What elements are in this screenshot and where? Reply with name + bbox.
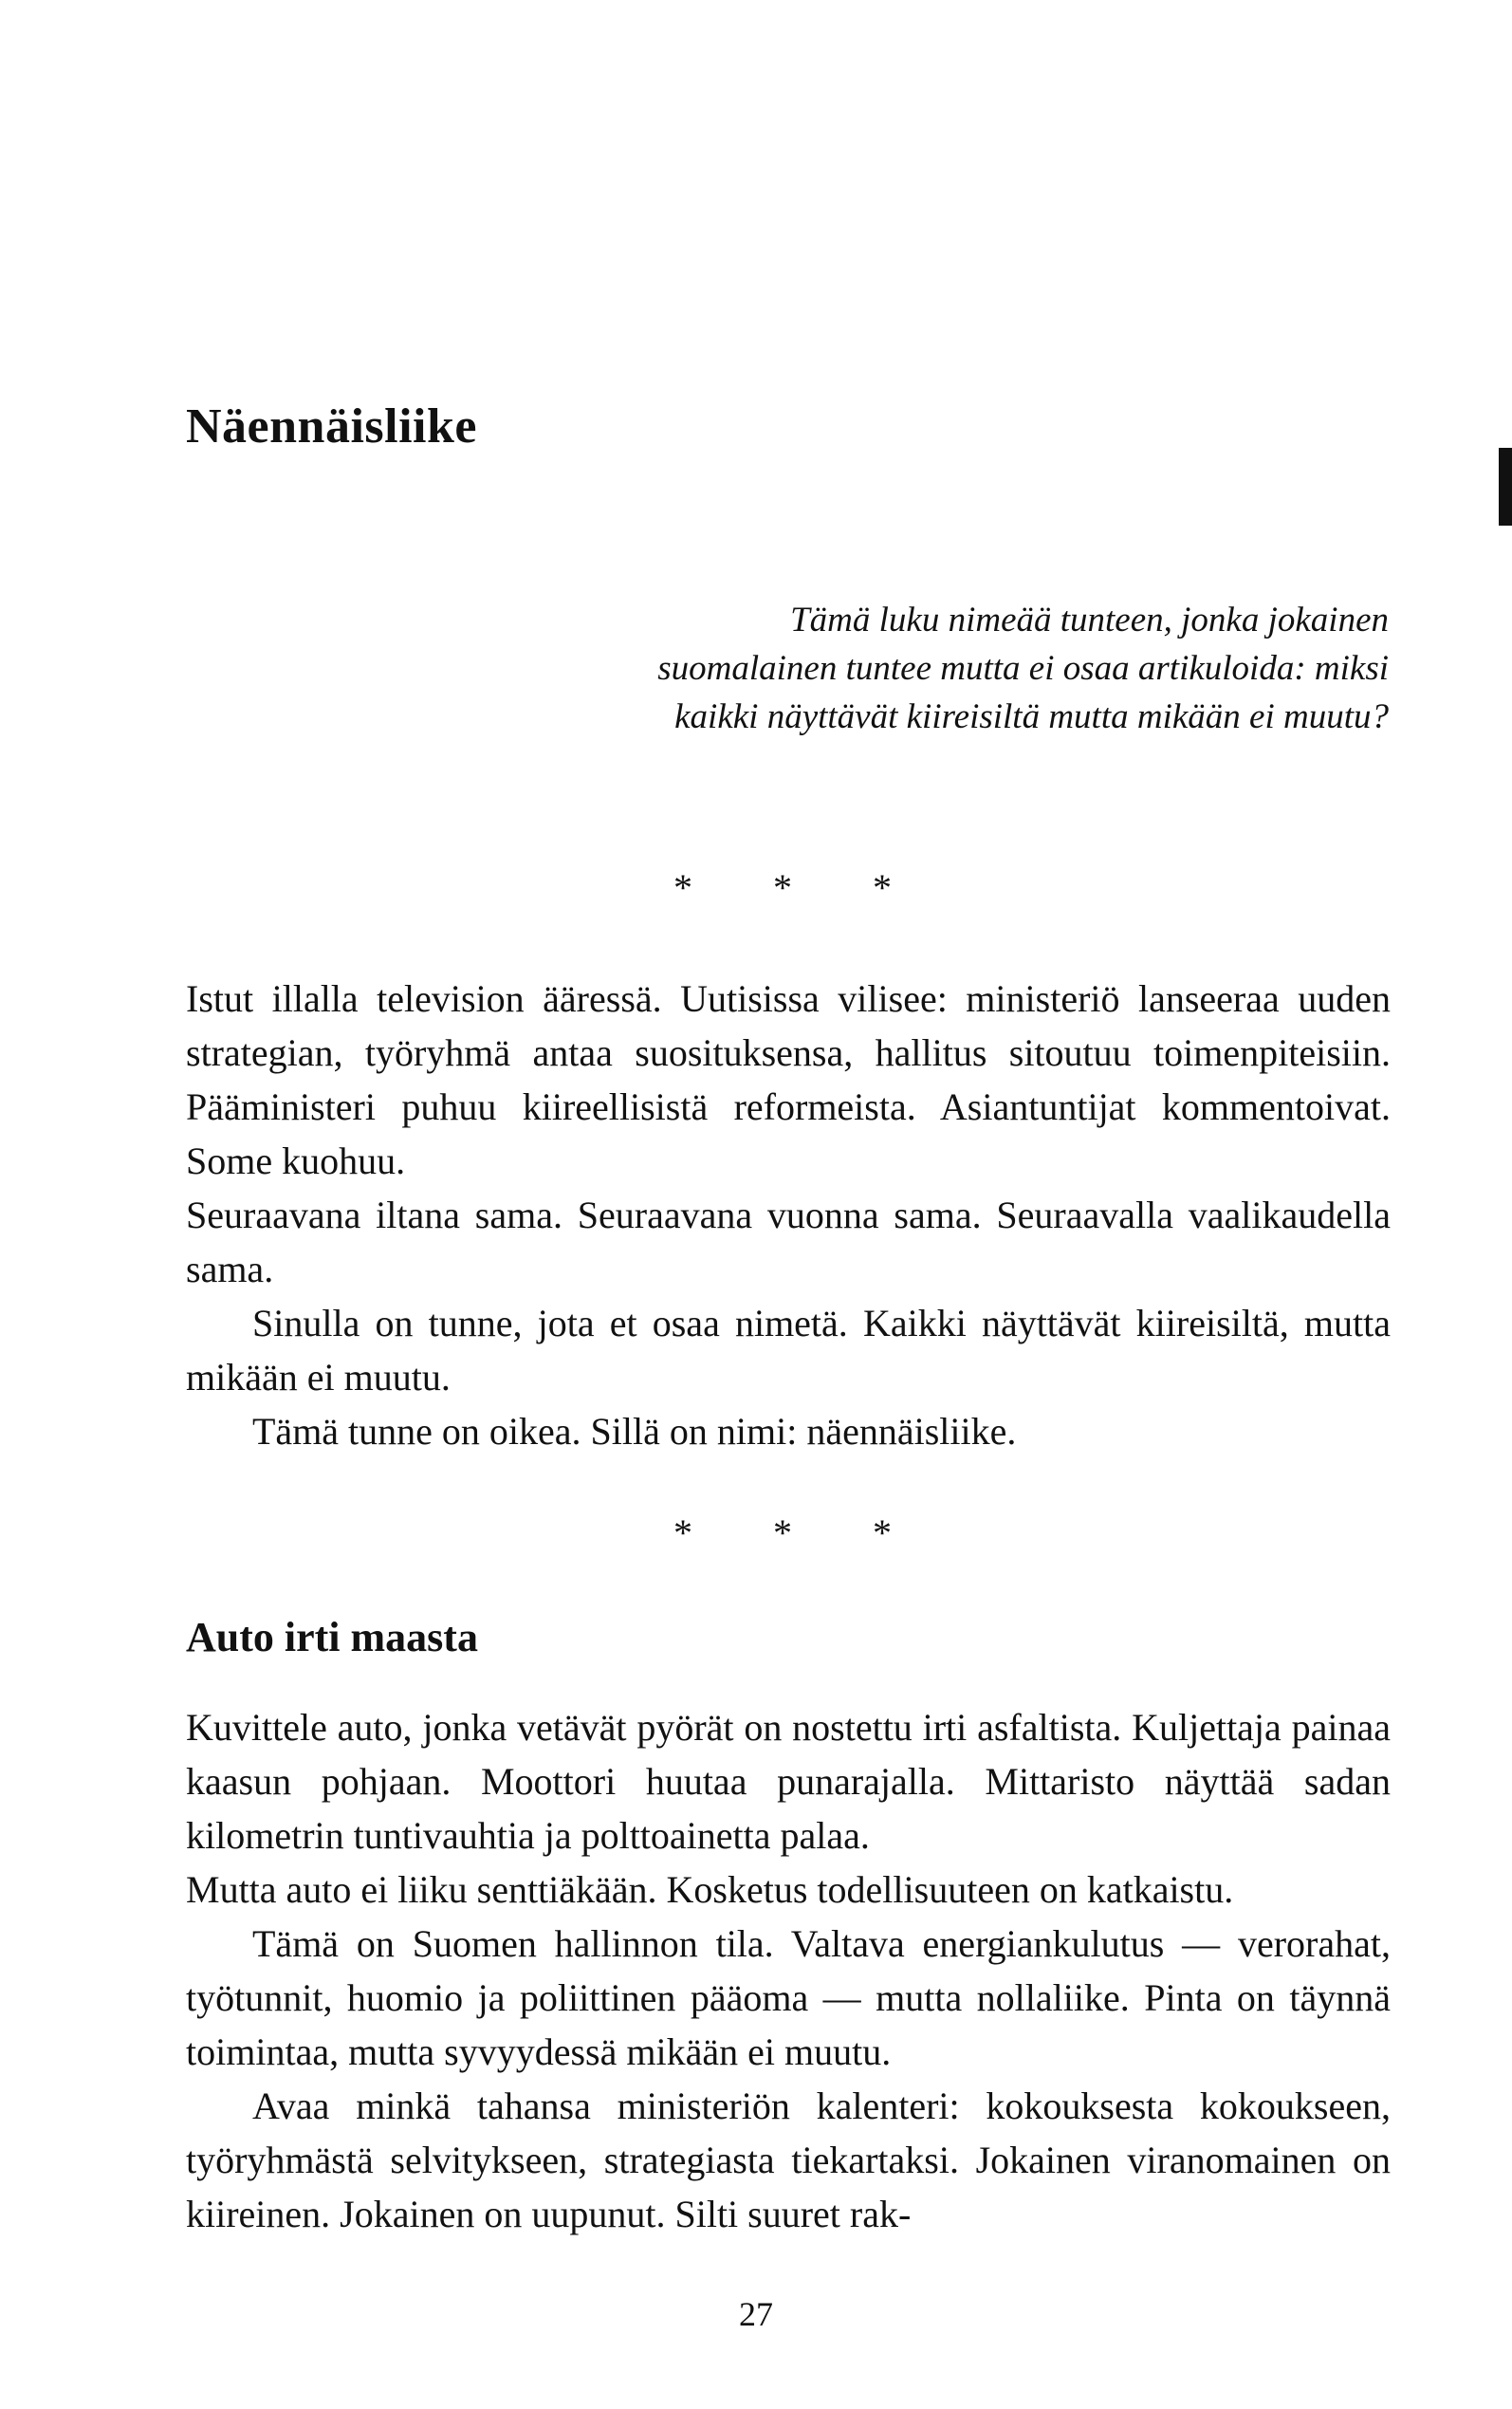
asterism-star: *	[673, 1511, 692, 1554]
paragraph: Mutta auto ei liiku senttiäkään. Kosketus todellisuuteen on katkaistu.	[186, 1868, 1234, 1911]
epigraph-line: suomalainen tuntee mutta ei osaa artikuloida: miksi	[657, 649, 1389, 688]
asterism-star: *	[773, 866, 792, 909]
paragraph: Istut illalla television ääressä. Uutisissa vilisee: ministeriö lanseeraa uuden strategian, työryhmä antaa suosituksensa, hallitus sitoutuu toimenpiteisiin. Pääministeri puhuu kiireellisistä reformeista. Asiantuntijat kommentoivat. Some kuohuu.	[186, 977, 1391, 1182]
asterism-star: *	[773, 1511, 792, 1554]
page-number: 27	[739, 2295, 773, 2333]
asterism-star: *	[673, 866, 692, 909]
asterism-star: *	[873, 1511, 892, 1554]
chapter-edge-marker	[1499, 448, 1512, 526]
epigraph-line: Tämä luku nimeää tunteen, jonka jokainen	[790, 601, 1389, 639]
paragraph: Tämä on Suomen hallinnon tila. Valtava energiankulutus — verorahat, työtunnit, huomio ja poliittinen pääoma — mutta nollaliike. Pinta on täynnä toimintaa, mutta syvyydessä mikään ei muutu.	[186, 1922, 1391, 2073]
asterism-star: *	[873, 866, 892, 909]
paragraph: Avaa minkä tahansa ministeriön kalenteri: kokouksesta kokoukseen, työryhmästä selvitykseen, strategiasta tiekartaksi. Jokainen viranomainen on kiireinen. Jokainen on uupunut. Silti suuret rak-	[186, 2085, 1391, 2235]
chapter-epigraph	[535, 596, 1389, 741]
section-text	[186, 1700, 1391, 2241]
epigraph-line: kaikki näyttävät kiireisiltä mutta mikään ei muutu?	[674, 697, 1389, 736]
chapter-title: Näennäisliike	[186, 399, 477, 454]
asterism-divider	[664, 865, 901, 910]
paragraph: Sinulla on tunne, jota et osaa nimetä. Kaikki näyttävät kiireisiltä, mutta mikään ei muutu.	[186, 1302, 1391, 1399]
intro-text	[186, 972, 1391, 1458]
paragraph: Kuvittele auto, jonka vetävät pyörät on nostettu irti asfaltista. Kuljettaja painaa kaasun pohjaan. Moottori huutaa punarajalla. Mittaristo näyttää sadan kilometrin tuntivauhtia ja polttoainetta palaa.	[186, 1706, 1391, 1857]
asterism-divider	[664, 1510, 901, 1555]
section-heading: Auto irti maasta	[186, 1614, 478, 1660]
paragraph: Tämä tunne on oikea. Sillä on nimi: näennäisliike.	[252, 1410, 1017, 1453]
paragraph: Seuraavana iltana sama. Seuraavana vuonna sama. Seuraavalla vaalikaudella sama.	[186, 1194, 1391, 1290]
